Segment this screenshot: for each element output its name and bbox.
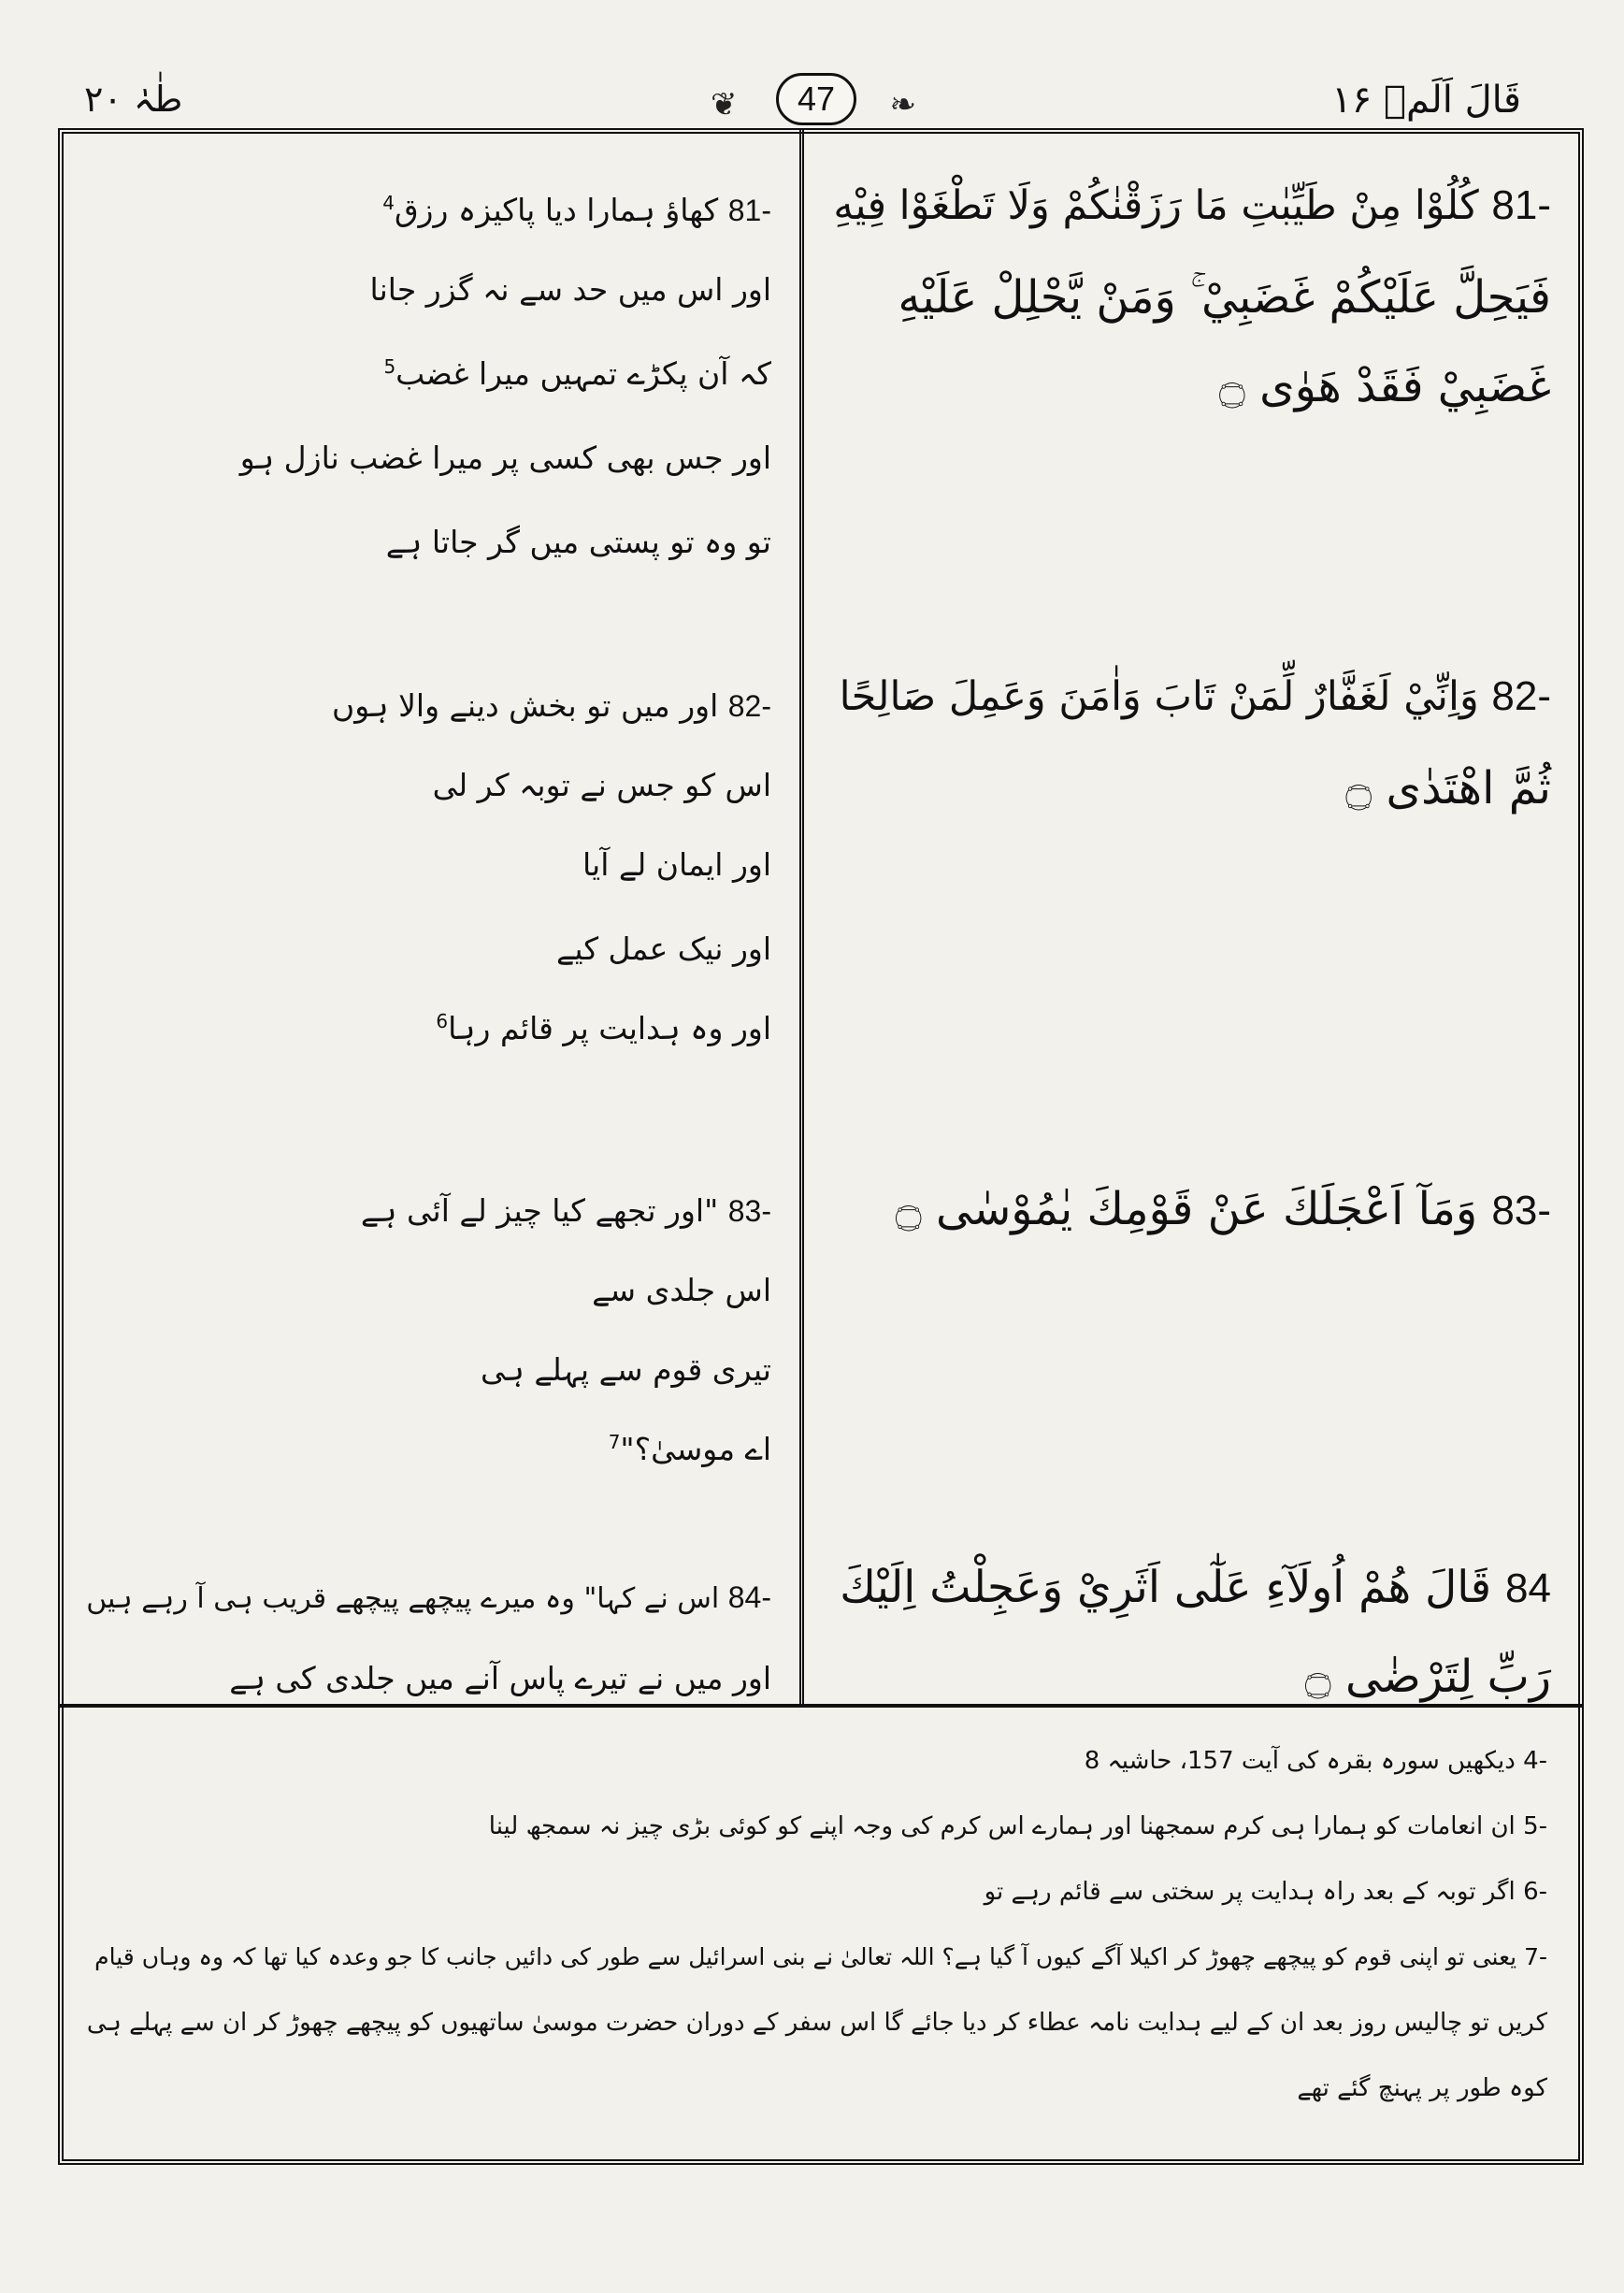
footnote-ref: 6	[436, 1010, 449, 1032]
verse-text: "اور تجھے کیا چیز لے آئی ہے	[360, 1192, 719, 1229]
verse-text: اور میں تو بخش دینے والا ہوں	[332, 687, 719, 724]
ornament-right-icon: ❧	[889, 86, 916, 123]
urdu-verse-81-line-4: اور جس بھی کسی پر میرا غضب نازل ہو	[239, 440, 771, 476]
verse-text: اس نے کہا" وہ میرے پیچھے پیچھے قریب ہی آ رہے ہیں	[86, 1582, 720, 1615]
verse-text: کہ آن پکڑے تمہیں میرا غضب	[395, 355, 771, 392]
arabic-verse-84-line-1	[840, 1562, 1551, 1613]
urdu-verse-82-line-4: اور نیک عمل کیے	[556, 930, 771, 967]
page-header	[0, 0, 1624, 131]
urdu-verse-82-line-3: اور ایمان لے آیا	[582, 846, 771, 883]
footnote-divider	[58, 1704, 1584, 1708]
arabic-verse-84-line-2: رَبِّ لِتَرْضٰى ۝	[1304, 1651, 1551, 1703]
urdu-verse-83-line-1	[361, 1192, 771, 1229]
footnote-ref: 7	[608, 1431, 621, 1453]
surah-label: طٰہٰ ۲۰	[84, 79, 183, 120]
verse-number: -81	[1491, 182, 1551, 228]
verse-number: -83	[727, 1194, 771, 1228]
footnote-7-line-1: -7 یعنی تو اپنی قوم کو پیچھے چھوڑ کر اکیلا آگے کیوں آ گیا ہے؟ اللہ تعالیٰ نے بنی اسرائیل سے طور کی دائیں جانب کا جو وعدہ کیا تھا کہ وہ وہاں قیام	[94, 1943, 1547, 1970]
verse-text: قَالَ هُمْ اُولَآءِ عَلٰٓى اَثَرِيْ وَعَجِلْتُ اِلَيْكَ	[840, 1562, 1492, 1613]
arabic-verse-82-line-2: ثُمَّ اهْتَدٰى ۝	[1345, 762, 1551, 815]
urdu-verse-81-line-2: اور اس میں حد سے نہ گزر جانا	[369, 271, 771, 308]
urdu-verse-83-line-4	[609, 1431, 771, 1467]
footnote-7-line-3: کوہ طور پر پہنچ گئے تھے	[1297, 2074, 1547, 2102]
urdu-verse-83-line-3: تیری قوم سے پہلے ہی	[480, 1351, 771, 1388]
verse-text: وَاِنِّيْ لَغَفَّارٌ لِّمَنْ تَابَ وَاٰمَنَ وَعَمِلَ صَالِحًا	[839, 673, 1479, 720]
verse-text: كُلُوْا مِنْ طَيِّبٰتِ مَا رَزَقْنٰكُمْ وَلَا تَطْغَوْا فِيْهِ	[833, 182, 1479, 229]
urdu-verse-82-line-5	[436, 1010, 771, 1046]
footnote-4: -4 دیکھیں سورہ بقرہ کی آیت 157، حاشیہ 8	[1084, 1747, 1547, 1775]
urdu-verse-81-line-1	[382, 192, 771, 228]
verse-number: -82	[727, 689, 771, 723]
arabic-verse-81-line-3: غَضَبِيْ فَقَدْ هَوٰى ۝	[1218, 360, 1551, 412]
footnote-5: -5 ان انعامات کو ہمارا ہی کرم سمجھنا اور ہمارے اس کرم کی وجہ اپنے کو کوئی بڑی چیز نہ سمجھ لینا	[488, 1812, 1547, 1840]
verse-number: -81	[727, 194, 771, 227]
page-number-ornament	[692, 67, 935, 133]
arabic-verse-81-line-2: فَيَحِلَّ عَلَيْكُمْ غَضَبِيْ ۚ وَمَنْ يَّحْلِلْ عَلَيْهِ	[898, 271, 1551, 324]
page-number: 47	[776, 73, 856, 125]
footnote-ref: 5	[383, 355, 396, 378]
page-frame	[58, 128, 1584, 2165]
urdu-verse-81-line-3	[383, 355, 771, 392]
arabic-verse-81-line-1	[833, 182, 1551, 229]
arabic-verse-83-line-1	[896, 1183, 1551, 1235]
verse-text: اے موسیٰ؟"	[620, 1431, 771, 1467]
verse-text: کھاؤ ہمارا دیا پاکیزہ رزق	[394, 192, 719, 228]
urdu-verse-84-line-1	[86, 1580, 771, 1615]
urdu-verse-82-line-2: اس کو جس نے توبہ کر لی	[432, 767, 771, 803]
footnote-ref: 4	[382, 192, 395, 214]
footnote-6: -6 اگر توبہ کے بعد راہ ہدایت پر سختی سے قائم رہے تو	[984, 1878, 1547, 1906]
verse-text: اور وہ ہدایت پر قائم رہا	[448, 1010, 771, 1046]
ornament-left-icon: ❦	[711, 86, 738, 123]
urdu-verse-83-line-2: اس جلدی سے	[592, 1272, 771, 1308]
verse-number: -82	[1491, 673, 1551, 719]
urdu-verse-81-line-5: تو وہ تو پستی میں گر جاتا ہے	[385, 524, 771, 560]
arabic-verse-82-line-1	[840, 673, 1551, 720]
urdu-verse-84-line-2: اور میں نے تیرے پاس آنے میں جلدی کی ہے	[229, 1660, 771, 1696]
verse-number: 84	[1505, 1565, 1551, 1611]
juz-label: قَالَ اَلَمۡ ۱۶	[1331, 79, 1521, 122]
footnote-7-line-2: کریں تو چالیس روز بعد ان کے لیے ہدایت نامہ عطاء کر دیا جائے گا اس سفر کے دوران حضرت موسیٰ ساتھیوں کو پیچھے چھوڑ کر ان سے پہلے ہی	[86, 2009, 1547, 2037]
verse-number: -84	[727, 1580, 771, 1614]
verse-text: وَمَآ اَعْجَلَكَ عَنْ قَوْمِكَ يٰمُوْسٰى ۝	[895, 1183, 1478, 1235]
column-divider	[799, 128, 804, 1704]
verse-number: -83	[1491, 1188, 1551, 1233]
urdu-verse-82-line-1	[332, 687, 771, 724]
